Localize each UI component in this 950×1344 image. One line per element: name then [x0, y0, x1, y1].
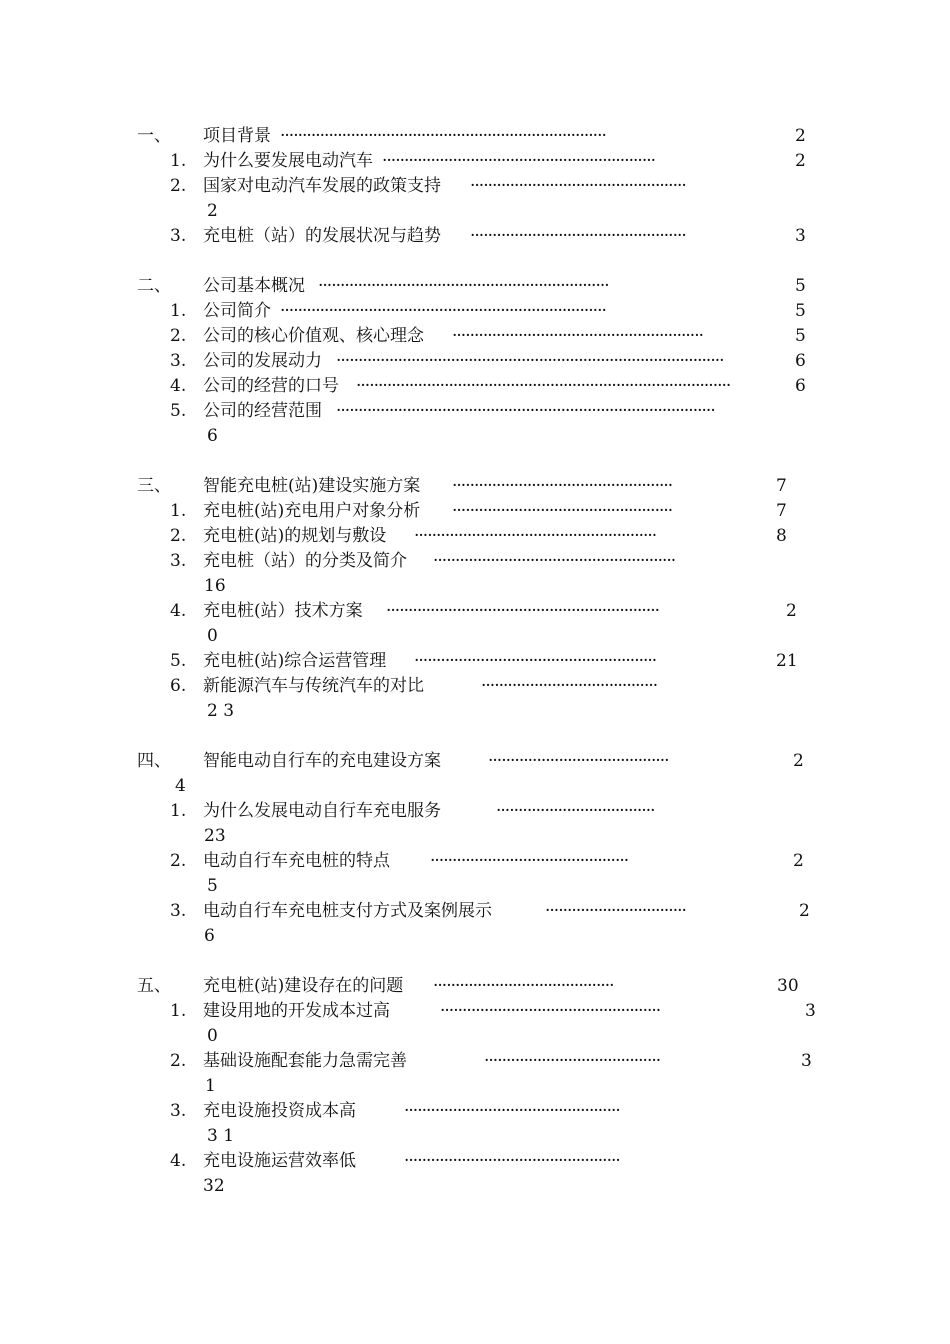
toc-item-title[interactable]: 公司的发展动力 — [203, 351, 322, 371]
toc-leader: ························································································ — [336, 351, 724, 371]
toc-page-number-wrapped: 1 — [205, 1076, 216, 1096]
toc-section-title[interactable]: 项目背景 — [203, 126, 271, 146]
toc-item-number: 3. — [170, 226, 187, 246]
toc-page-number: 2 — [795, 151, 806, 171]
toc-leader: ················································· — [470, 176, 686, 196]
toc-page-number: 7 — [776, 501, 787, 521]
toc-item-number: 1. — [170, 501, 187, 521]
toc-page-number: 6 — [795, 351, 806, 371]
toc-item-number: 1. — [170, 1001, 187, 1021]
toc-item-title[interactable]: 电动自行车充电桩的特点 — [203, 851, 390, 871]
toc-item-number: 5. — [170, 651, 187, 671]
toc-leader: ·················································· — [440, 1001, 661, 1021]
toc-section-title[interactable]: 充电桩(站)建设存在的问题 — [203, 976, 404, 996]
toc-item-number: 6. — [170, 676, 187, 696]
toc-page-number: 21 — [776, 651, 798, 671]
toc-leader: ················································· — [404, 1151, 620, 1171]
toc-item-number: 1. — [170, 151, 187, 171]
toc-item-number: 5. — [170, 401, 187, 421]
toc-item-number: 2. — [170, 526, 187, 546]
toc-leader: ······················································· — [414, 651, 657, 671]
toc-section-title[interactable]: 智能充电桩(站)建设实施方案 — [203, 476, 421, 496]
toc-leader: ················································· — [470, 226, 686, 246]
toc-leader: ······················································· — [414, 526, 657, 546]
toc-item-title[interactable]: 基础设施配套能力急需完善 — [203, 1051, 407, 1071]
toc-page-number-wrapped: 5 — [207, 876, 218, 896]
toc-leader: ······························································ — [382, 151, 656, 171]
toc-page-number-wrapped: 4 — [175, 776, 186, 796]
toc-item-title[interactable]: 充电桩（站）的发展状况与趋势 — [203, 226, 441, 246]
toc-leader: ·················································· — [452, 501, 673, 521]
toc-leader: ······················································· — [433, 551, 676, 571]
toc-leader: ········································· — [433, 976, 614, 996]
toc-page-number: 6 — [795, 376, 806, 396]
toc-page-number-wrapped: 16 — [204, 576, 226, 596]
toc-page-number: 3 — [795, 226, 806, 246]
toc-page-number: 5 — [795, 326, 806, 346]
toc-page-number: 5 — [795, 301, 806, 321]
toc-item-title[interactable]: 电动自行车充电桩支付方式及案例展示 — [203, 901, 492, 921]
toc-page-number-wrapped: 0 — [207, 1026, 218, 1046]
toc-page-number: 2 — [793, 851, 804, 871]
toc-leader: ····················································································· — [356, 376, 731, 396]
toc-item-title[interactable]: 充电桩(站)综合运营管理 — [203, 651, 387, 671]
toc-page-number: 3 — [805, 1001, 816, 1021]
toc-page-number: 5 — [795, 276, 806, 296]
toc-leader: ········································· — [488, 751, 669, 771]
toc-leader: ·········································································· — [280, 301, 606, 321]
toc-item-number: 3. — [170, 351, 187, 371]
toc-page-number: 2 — [799, 901, 810, 921]
toc-page-number: 2 — [793, 751, 804, 771]
toc-page-number-wrapped: 32 — [203, 1176, 225, 1196]
toc-item-title[interactable]: 为什么发展电动自行车充电服务 — [203, 801, 441, 821]
toc-item-number: 4. — [170, 376, 187, 396]
toc-item-number: 2. — [170, 851, 187, 871]
toc-section-number: 三、 — [137, 476, 171, 496]
toc-item-number: 1. — [170, 301, 187, 321]
toc-page-number: 3 — [801, 1051, 812, 1071]
toc-item-title[interactable]: 新能源汽车与传统汽车的对比 — [203, 676, 424, 696]
toc-item-number: 4. — [170, 601, 187, 621]
toc-leader: ········································ — [484, 1051, 661, 1071]
toc-page-number-wrapped: 6 — [207, 426, 218, 446]
toc-page-number: 8 — [776, 526, 787, 546]
toc-leader: ········································ — [481, 676, 658, 696]
toc-item-number: 2. — [170, 326, 187, 346]
toc-page-number-wrapped: 23 — [204, 826, 226, 846]
toc-leader: ························································· — [452, 326, 704, 346]
toc-item-number: 3. — [170, 901, 187, 921]
toc-leader: ················································· — [404, 1101, 620, 1121]
toc-section-number: 二、 — [137, 276, 171, 296]
toc-page-number-wrapped: 3 1 — [207, 1126, 235, 1146]
toc-item-title[interactable]: 公司的经营的口号 — [203, 376, 339, 396]
toc-leader: ············································· — [430, 851, 629, 871]
toc-item-title[interactable]: 为什么要发展电动汽车 — [203, 151, 373, 171]
toc-item-title[interactable]: 充电桩(站）技术方案 — [203, 601, 363, 621]
toc-item-number: 3. — [170, 1101, 187, 1121]
toc-page-number-wrapped: 2 3 — [207, 701, 235, 721]
toc-page-number: 2 — [795, 126, 806, 146]
toc-page-number-wrapped: 6 — [204, 926, 215, 946]
toc-item-title[interactable]: 充电设施运营效率低 — [203, 1151, 356, 1171]
toc-page-number-wrapped: 2 — [207, 201, 218, 221]
toc-item-title[interactable]: 充电设施投资成本高 — [203, 1101, 356, 1121]
toc-section-title[interactable]: 智能电动自行车的充电建设方案 — [203, 751, 441, 771]
toc-leader: ···································· — [496, 801, 655, 821]
toc-leader: ······························································ — [386, 601, 660, 621]
toc-page-number-wrapped: 0 — [207, 626, 218, 646]
toc-item-title[interactable]: 充电桩（站）的分类及简介 — [203, 551, 407, 571]
toc-leader: ·································································· — [318, 276, 609, 296]
toc-item-title[interactable]: 建设用地的开发成本过高 — [203, 1001, 390, 1021]
toc-item-title[interactable]: 充电桩(站)充电用户对象分析 — [203, 501, 421, 521]
toc-section-number: 四、 — [137, 751, 171, 771]
toc-item-title[interactable]: 国家对电动汽车发展的政策支持 — [203, 176, 441, 196]
toc-section-number: 五、 — [137, 976, 171, 996]
toc-item-title[interactable]: 公司简介 — [203, 301, 271, 321]
toc-leader: ································ — [545, 901, 686, 921]
toc-leader: ······················································································ — [336, 401, 715, 421]
toc-item-number: 2. — [170, 1051, 187, 1071]
toc-leader: ·········································································· — [280, 126, 606, 146]
toc-page-number: 7 — [776, 476, 787, 496]
toc-section-number: 一、 — [137, 126, 171, 146]
toc-page-number: 2 — [786, 601, 797, 621]
toc-item-title[interactable]: 公司的经营范围 — [203, 401, 322, 421]
toc-item-title[interactable]: 公司的核心价值观、核心理念 — [203, 326, 424, 346]
toc-section-title[interactable]: 公司基本概况 — [203, 276, 305, 296]
toc-item-number: 2. — [170, 176, 187, 196]
toc-page-number: 30 — [777, 976, 799, 996]
toc-item-number: 3. — [170, 551, 187, 571]
toc-item-number: 4. — [170, 1151, 187, 1171]
toc-item-number: 1. — [170, 801, 187, 821]
toc-item-title[interactable]: 充电桩(站)的规划与敷设 — [203, 526, 387, 546]
toc-leader: ·················································· — [452, 476, 673, 496]
